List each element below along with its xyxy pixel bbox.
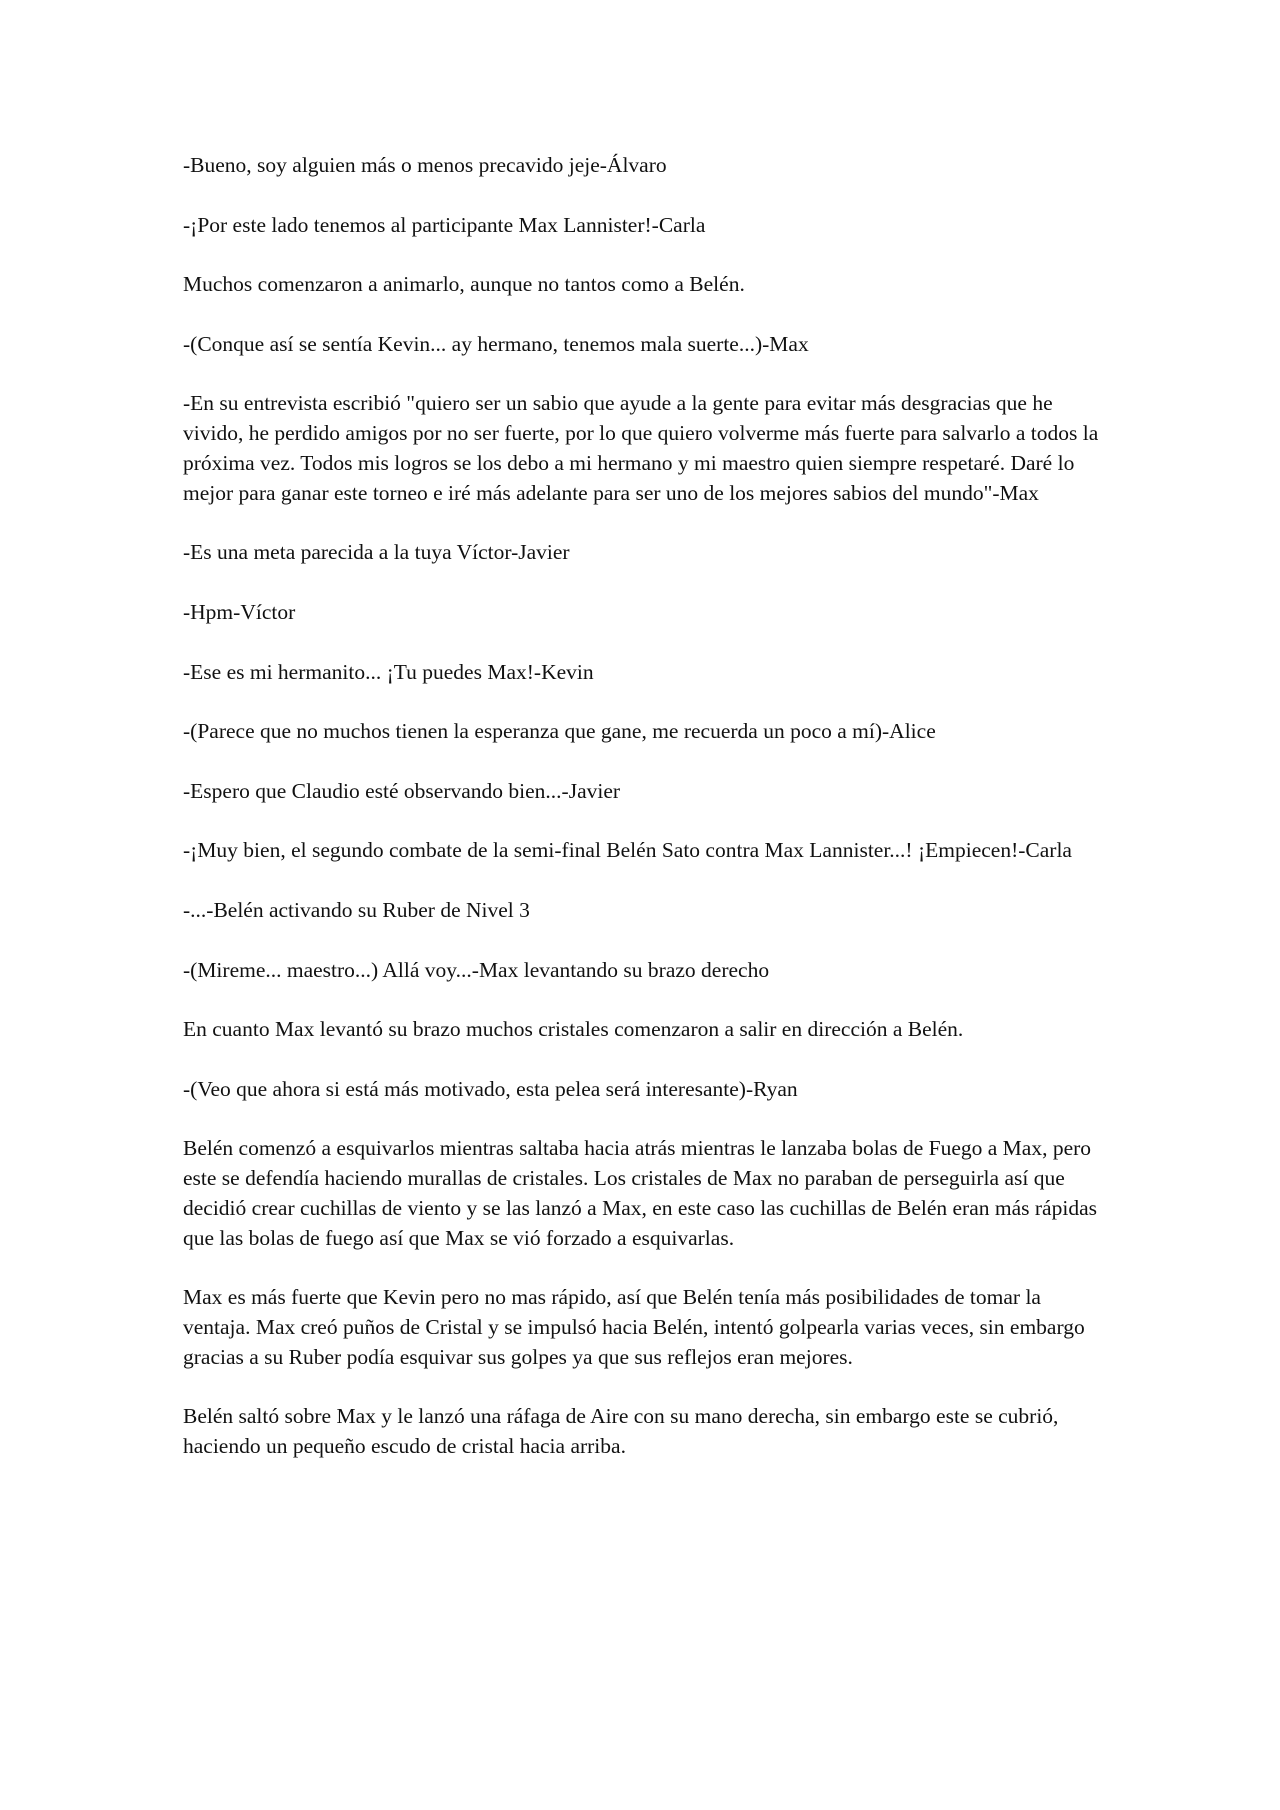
- paragraph-dialogue-javier: -Es una meta parecida a la tuya Víctor-Javier: [183, 540, 570, 565]
- paragraph-dialogue-max-interview: -En su entrevista escribió "quiero ser un sabio que ayude a la gente para evitar más desgracias que he vivido, he perdido amigos por no ser fuerte, por lo que quiero volverme más fuerte para salvarlo a todos la próxima vez. Todos mis logros se los debo a mi hermano y mi maestro quien siempre respetaré. Daré lo mejor para ganar este torneo e iré más adelante para ser uno de los mejores sabios del mundo"-Max: [183, 391, 1099, 505]
- paragraph-dialogue-kevin: -Ese es mi hermanito... ¡Tu puedes Max!-Kevin: [183, 659, 594, 684]
- paragraph-dialogue-max-attack: -(Mireme... maestro...) Allá voy...-Max levantando su brazo derecho: [183, 957, 770, 982]
- paragraph-dialogue-javier-claudio: -Espero que Claudio esté observando bien...-Javier: [183, 778, 621, 803]
- paragraph-narration-crystals: En cuanto Max levantó su brazo muchos cristales comenzaron a salir en dirección a Belén.: [183, 1017, 964, 1042]
- document-page: [183, 151, 1103, 1492]
- paragraph-dialogue-victor: -Hpm-Víctor: [183, 599, 296, 624]
- paragraph-narration-air-blast: Belén saltó sobre Max y le lanzó una ráfaga de Aire con su mano derecha, sin embargo este se cubrió, haciendo un pequeño escudo de cristal hacia arriba.: [183, 1404, 1059, 1459]
- paragraph-narration-dodge: Belén comenzó a esquivarlos mientras saltaba hacia atrás mientras le lanzaba bolas de Fuego a Max, pero este se defendía haciendo murallas de cristales. Los cristales de Max no paraban de perseguirla así que decidió crear cuchillas de viento y se las lanzó a Max, en este caso las cuchillas de Belén eran más rápidas que las bolas de fuego así que Max se vió forzado a esquivarlas.: [183, 1136, 1097, 1250]
- paragraph-dialogue-carla-intro: -¡Por este lado tenemos al participante Max Lannister!-Carla: [183, 212, 706, 237]
- paragraph-dialogue-max-thought: -(Conque así se sentía Kevin... ay hermano, tenemos mala suerte...)-Max: [183, 331, 809, 356]
- paragraph-dialogue-ryan: -(Veo que ahora si está más motivado, esta pelea será interesante)-Ryan: [183, 1076, 798, 1101]
- paragraph-narration-speed: Max es más fuerte que Kevin pero no mas rápido, así que Belén tenía más posibilidades de tomar la ventaja. Max creó puños de Cristal y se impulsó hacia Belén, intentó golpearla varias veces, sin embargo gracias a su Ruber podía esquivar sus golpes ya que sus reflejos eran mejores.: [183, 1285, 1085, 1369]
- paragraph-dialogue-carla-start: -¡Muy bien, el segundo combate de la semi-final Belén Sato contra Max Lannister...! ¡Empiecen!-Carla: [183, 838, 1072, 863]
- paragraph-dialogue-alice: -(Parece que no muchos tienen la esperanza que gane, me recuerda un poco a mí)-Alice: [183, 719, 936, 744]
- paragraph-dialogue-alvaro: -Bueno, soy alguien más o menos precavido jeje-Álvaro: [183, 153, 667, 177]
- paragraph-dialogue-belen: -...-Belén activando su Ruber de Nivel 3: [183, 897, 530, 922]
- paragraph-narration-cheers: Muchos comenzaron a animarlo, aunque no tantos como a Belén.: [183, 272, 745, 297]
